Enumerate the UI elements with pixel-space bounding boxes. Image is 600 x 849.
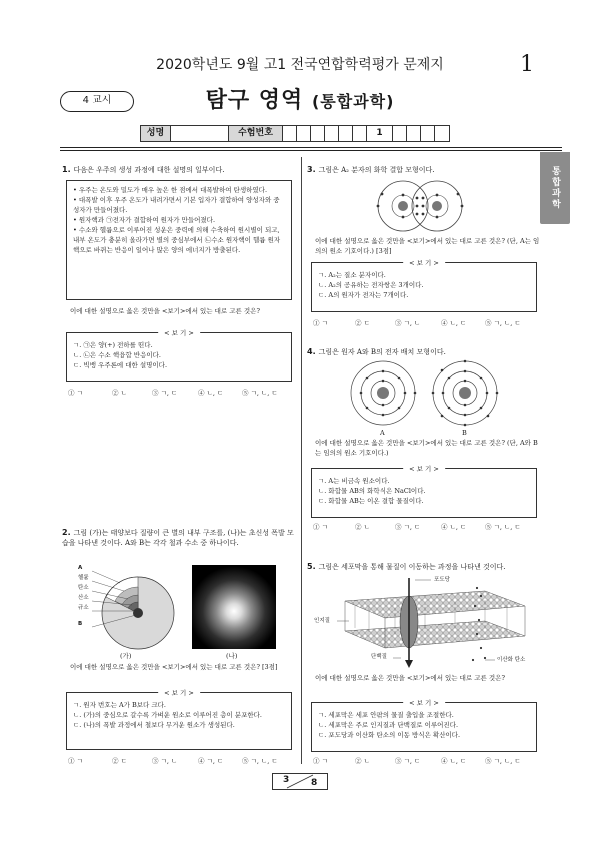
bogi-item: ㄷ. A의 원자가 전자는 7개이다. [318,291,409,300]
label-silicon: 규소 [78,605,89,611]
label-helium: 헬륨 [78,575,89,581]
student-id-bar [140,125,450,142]
q1-bogi-box [66,329,292,382]
choice-3[interactable]: ③ ㄱ, ㄷ [395,757,421,765]
question-stem: 다음은 우주의 생성 과정에 대한 설명의 일부이다. [73,166,225,174]
exam-number-box[interactable] [297,126,311,141]
supernova-photo [192,565,276,649]
choice-1[interactable]: ① ㄱ [313,757,328,765]
choice-3[interactable]: ③ ㄱ, ㄷ [152,389,178,397]
bogi-item: ㄷ. (나)의 폭발 과정에서 철보다 무거운 원소가 생성된다. [73,721,235,730]
subject-title [0,86,600,117]
question-number: 5. [307,562,316,571]
atom-b-model [432,360,499,427]
bogi-item: ㄱ. 원자 번호는 A가 B보다 크다. [73,701,167,709]
exam-number-box[interactable] [407,126,421,141]
exam-number-box[interactable] [393,126,407,141]
bogi-item: ㄷ. 화합물 AB는 이온 결합 물질이다. [318,497,424,506]
star-layer-labels [78,563,89,629]
choice-4[interactable]: ④ ㄴ, ㄷ [441,523,467,531]
q1-question: 이에 대한 설명으로 옳은 것만을 <보기>에서 있는 대로 고른 것은? [70,307,260,315]
atom-a-model [351,361,416,425]
exam-number-label: 수험번호 [229,126,283,141]
choice-2[interactable]: ② ㄷ [112,757,127,765]
q4-question: 이에 대한 설명으로 옳은 것만을 <보기>에서 있는 대로 고른 것은? (단, A와 B는 임의의 원소 기호이다.) [315,439,538,458]
choice-4[interactable]: ④ ㄱ, ㄷ [198,757,224,765]
exam-number-box[interactable] [311,126,325,141]
question-5 [307,561,537,573]
question-number: 1. [62,165,71,174]
question-1 [62,164,294,176]
question-stem: 그림은 A₂ 분자의 화학 결합 모형이다. [318,166,435,174]
label-protein: 단백질 [371,654,387,660]
bogi-item: ㄴ. (가)의 중심으로 갈수록 가벼운 원소로 이루어진 층이 분포한다. [73,711,262,720]
column-divider [301,157,302,764]
subject-sub: (통합과학) [311,92,395,111]
bogi-item: ㄴ. ㉡은 수소 핵융합 반응이다. [73,351,161,360]
bogi-item: ㄴ. 세포막은 주로 인지질과 단백질로 이루어진다. [318,721,459,730]
q5-question: 이에 대한 설명으로 옳은 것만을 <보기>에서 있는 대로 고른 것은? [315,674,505,682]
header-rule [60,147,562,148]
choice-4[interactable]: ④ ㄴ, ㄷ [198,389,224,397]
bogi-item: ㄷ. 빅뱅 우주론에 대한 설명이다. [73,361,168,370]
exam-number-box[interactable] [325,126,339,141]
bogi-title: < 보 기 > [403,464,445,474]
choice-5[interactable]: ⑤ ㄱ, ㄴ, ㄷ [242,757,278,765]
choice-1[interactable]: ① ㄱ [313,523,328,531]
q4-choices [313,523,541,532]
exam-number-box[interactable] [435,126,449,141]
choice-5[interactable]: ⑤ ㄱ, ㄴ, ㄷ [485,757,521,765]
subject-main: 탐구 영역 [205,88,312,113]
passage-line: • 수소와 헬륨으로 이루어진 성운은 중력에 의해 수축하여 원시별이 되고, 내부 온도가 충분히 올라가면 별의 중심부에서 ㉡수소 원자핵이 헬륨 원자핵으로 바뀌는 반응이 일어나 많은 양의 에너지가 방출된다. [73,226,281,255]
caption-na: (나) [226,652,238,660]
bogi-title: < 보 기 > [403,258,445,268]
choice-1[interactable]: ① ㄱ [68,389,83,397]
q2-question: 이에 대한 설명으로 옳은 것만을 <보기>에서 있는 대로 고른 것은? [3점] [70,663,278,671]
choice-5[interactable]: ⑤ ㄱ, ㄴ, ㄷ [485,319,521,327]
question-number: 2. [62,528,71,537]
q3-bogi-box [311,259,537,312]
bogi-item: ㄷ. 포도당과 이산화 탄소의 이동 방식은 확산이다. [318,731,461,740]
choice-5[interactable]: ⑤ ㄱ, ㄴ, ㄷ [242,389,278,397]
bogi-item: ㄱ. 세포막은 세포 안팎의 물질 출입을 조절한다. [318,711,454,719]
exam-number-box[interactable] [421,126,435,141]
q4-bogi-box [311,465,537,518]
exam-number-box[interactable] [353,126,367,141]
label-co2: 이산화 탄소 [497,657,526,663]
choice-5[interactable]: ⑤ ㄱ, ㄴ, ㄷ [485,523,521,531]
choice-1[interactable]: ① ㄱ [68,757,83,765]
label-A: A [78,565,83,571]
question-3 [307,164,537,176]
bogi-title: < 보 기 > [403,698,445,708]
label-atom-b: B [462,429,467,437]
q1-passage-box [66,180,292,300]
choice-3[interactable]: ③ ㄱ, ㄴ [152,757,178,765]
page-total: 8 [311,778,318,788]
caption-ga: (가) [120,652,132,660]
choice-3[interactable]: ③ ㄱ, ㄴ [395,319,421,327]
question-number: 4. [307,347,316,356]
q2-choices [68,757,294,766]
exam-number-box[interactable] [339,126,353,141]
question-2 [62,527,294,549]
label-B: B [78,621,83,627]
question-4 [307,346,537,358]
choice-2[interactable]: ② ㄴ [112,389,127,397]
label-glucose: 포도당 [434,577,450,583]
q2-bogi-box [66,689,292,750]
subject-side-tab: 통합과학 [540,152,570,224]
q5-choices [313,757,541,766]
name-label: 성명 [141,126,171,141]
exam-number-digit: 1 [367,126,393,141]
choice-2[interactable]: ② ㄴ [355,757,370,765]
star-structure-diagram [80,565,180,650]
choice-2[interactable]: ② ㄴ [355,523,370,531]
bogi-item: ㄱ. ㉠은 양(+) 전하를 띤다. [73,341,153,349]
a2-molecule-model [370,178,470,234]
question-stem: 그림은 세포막을 통해 물질이 이동하는 과정을 나타낸 것이다. [318,563,506,571]
passage-line: • 대폭발 이후 우주 온도가 내려가면서 기본 입자가 결합하여 양성자와 중성자가 만들어졌다. [73,196,280,215]
label-carbon: 탄소 [78,585,89,591]
bogi-item: ㄱ. A는 비금속 원소이다. [318,477,390,485]
exam-number-box[interactable] [283,126,297,141]
page-slash [273,774,327,789]
page-current: 3 [283,775,290,785]
choice-1[interactable]: ① ㄱ [313,319,328,327]
q3-question: 이에 대한 설명으로 옳은 것만을 <보기>에서 있는 대로 고른 것은? (단, A는 임의의 원소 기호이다.) [3점] [315,237,540,256]
q5-bogi-box [311,699,537,752]
bogi-title: < 보 기 > [158,328,200,338]
passage-line: • 원자핵과 ㉠전자가 결합하여 원자가 만들어졌다. [73,216,216,225]
label-phospholipid: 인지질 [314,618,330,624]
choice-4[interactable]: ④ ㄴ, ㄷ [441,319,467,327]
question-number: 3. [307,165,316,174]
bogi-title: < 보 기 > [158,688,200,698]
page-indicator [272,773,328,790]
passage-line: • 우주는 온도와 밀도가 매우 높은 한 점에서 대폭발하여 탄생하였다. [73,186,268,194]
header-rule-thin [60,150,562,151]
q1-choices [68,389,294,398]
choice-2[interactable]: ② ㄷ [355,319,370,327]
q3-choices [313,319,541,328]
bogi-item: ㄴ. A₂의 공유하는 전자쌍은 3개이다. [318,281,424,290]
period-badge: 4 교시 [60,91,134,112]
label-atom-a: A [380,429,385,437]
page-number: 1 [520,52,534,77]
choice-4[interactable]: ④ ㄴ, ㄷ [441,757,467,765]
name-field[interactable] [171,126,229,141]
bogi-item: ㄱ. A₂는 질소 분자이다. [318,271,386,279]
label-oxygen: 산소 [78,595,89,601]
electron-config-models [345,358,505,428]
choice-3[interactable]: ③ ㄱ, ㄷ [395,523,421,531]
question-stem: 그림 (가)는 태양보다 질량이 큰 별의 내부 구조를, (나)는 초신성 폭발 모습을 나타낸 것이다. A와 B는 각각 철과 수소 중 하나이다. [62,529,294,547]
bogi-item: ㄴ. 화합물 AB의 화학식은 NaCl이다. [318,487,426,496]
exam-title: 2020학년도 9월 고1 전국연합학력평가 문제지 [156,57,444,73]
question-stem: 그림은 원자 A와 B의 전자 배치 모형이다. [318,348,446,356]
